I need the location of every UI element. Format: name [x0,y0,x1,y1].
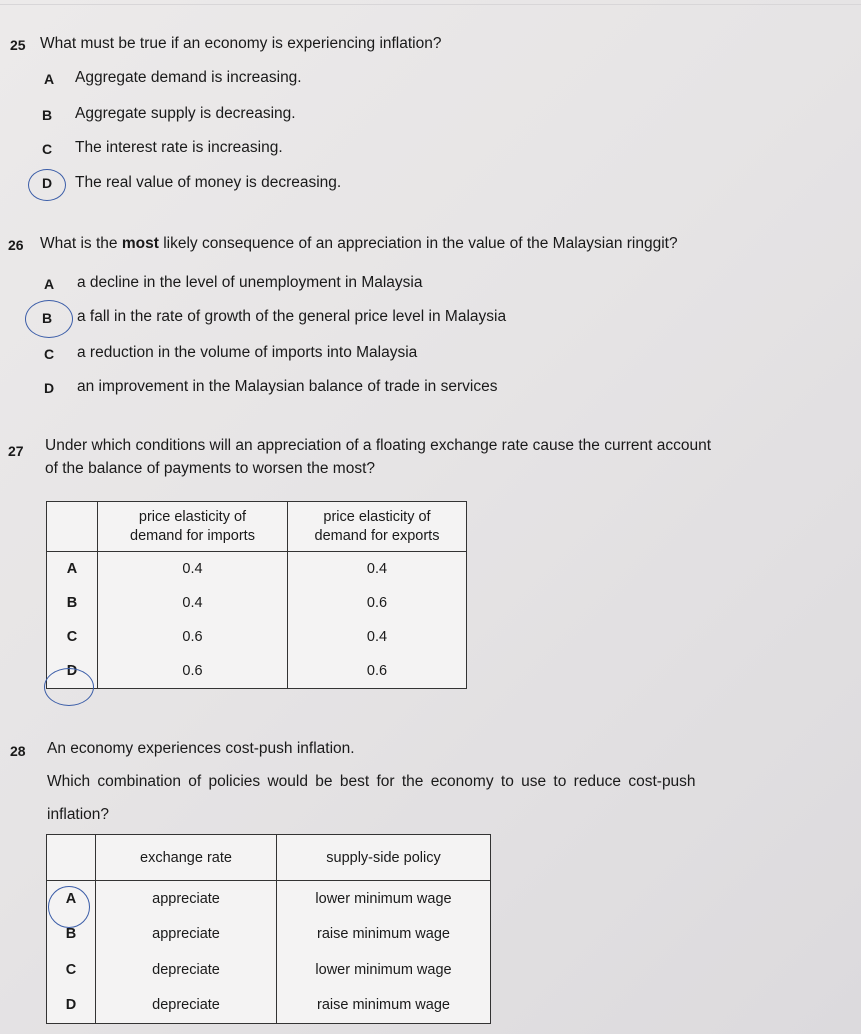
q28-header-exchange: exchange rate [96,835,277,881]
q28-table-corner [47,835,96,881]
q28-line3: inflation? [47,806,110,823]
q26-option-b-text[interactable]: a fall in the rate of growth of the general price level in Malaysia [77,308,507,325]
q27-table [46,501,467,689]
q26-text-after: likely consequence of an appreciation in the value of the Malaysian ringgit? [158,235,678,252]
q25-option-c-text[interactable]: The interest rate is increasing. [75,139,283,156]
q27-line1: Under which conditions will an appreciation of a floating exchange rate cause the current account [45,437,712,454]
table-row[interactable] [47,952,491,987]
q27-row-c-exports: 0.4 [288,620,467,654]
table-row[interactable] [47,987,491,1023]
q28-row-b-exchange: appreciate [96,917,277,952]
q27-row-b-label[interactable]: B [47,586,98,620]
q28-row-d-supply: raise minimum wage [277,987,491,1023]
q27-row-c-label[interactable]: C [47,620,98,654]
q27-row-b-imports: 0.4 [98,586,288,620]
table-row[interactable] [47,620,467,654]
q27-row-d-label[interactable]: D [47,654,98,689]
q28-header-supply: supply-side policy [277,835,491,881]
table-row[interactable] [47,654,467,689]
q25-option-b-letter[interactable]: B [42,107,53,123]
q27-header-imports-line1: price elasticity of [138,509,247,526]
q28-answer-circle [48,886,90,928]
q27-header-imports-line2: demand for imports [130,527,255,544]
q27-row-d-imports: 0.6 [98,654,288,689]
q26-text-before: What is the [40,235,122,252]
q27-row-a-exports: 0.4 [288,552,467,587]
q27-row-a-imports: 0.4 [98,552,288,587]
q28-line1: An economy experiences cost-push inflation. [47,740,355,757]
q28-row-c-supply: lower minimum wage [277,952,491,987]
q27-row-c-imports: 0.6 [98,620,288,654]
q28-row-b-label[interactable]: B [47,917,96,952]
q27-table-corner [47,502,98,552]
q26-text [40,235,678,253]
q28-table [46,834,491,1024]
q28-row-d-label[interactable]: D [47,987,96,1023]
q28-row-b-supply: raise minimum wage [277,917,491,952]
q27-line2: of the balance of payments to worsen the most? [45,460,375,477]
q26-option-d-text[interactable]: an improvement in the Malaysian balance of trade in services [77,378,498,395]
q26-option-a-text[interactable]: a decline in the level of unemployment in Malaysia [77,274,423,291]
q27-header-imports [98,502,288,552]
q25-option-d-text[interactable]: The real value of money is decreasing. [75,174,342,191]
q28-row-a-label[interactable]: A [47,881,96,917]
q28-number: 28 [10,743,26,759]
q27-header-exports [288,502,467,552]
q27-header-exports-line2: demand for exports [314,527,440,544]
q28-row-a-supply: lower minimum wage [277,881,491,917]
q28-row-a-exchange: appreciate [96,881,277,917]
q28-row-d-exchange: depreciate [96,987,277,1023]
q27-header-exports-line1: price elasticity of [323,509,431,526]
q25-option-a-letter[interactable]: A [44,71,55,87]
q28-row-c-exchange: depreciate [96,952,277,987]
q26-number: 26 [8,237,24,253]
q27-row-b-exports: 0.6 [288,586,467,620]
q26-option-c-letter[interactable]: C [44,346,55,362]
q25-option-d-letter[interactable]: D [42,175,53,191]
q28-line2: Which combination of policies would be best for the economy to use to reduce cost-push [47,773,696,790]
q25-option-c-letter[interactable]: C [42,141,53,157]
q27-answer-circle [44,668,94,706]
q27-row-a-label[interactable]: A [47,552,98,587]
table-row[interactable] [47,917,491,952]
q25-option-a-text[interactable]: Aggregate demand is increasing. [75,69,302,86]
q25-text: What must be true if an economy is experiencing inflation? [40,35,442,52]
table-row[interactable] [47,552,467,587]
table-row[interactable] [47,586,467,620]
q27-row-d-exports: 0.6 [288,654,467,689]
q26-text-bold: most [121,235,159,252]
q28-row-c-label[interactable]: C [47,952,96,987]
q26-option-b-letter[interactable]: B [42,310,53,326]
table-row[interactable] [47,881,491,917]
q26-option-d-letter[interactable]: D [44,380,55,396]
q27-number: 27 [8,443,24,459]
q25-number: 25 [10,37,26,53]
q25-option-b-text[interactable]: Aggregate supply is decreasing. [75,105,296,122]
q26-option-a-letter[interactable]: A [44,276,55,292]
q26-option-c-text[interactable]: a reduction in the volume of imports into Malaysia [77,344,418,361]
